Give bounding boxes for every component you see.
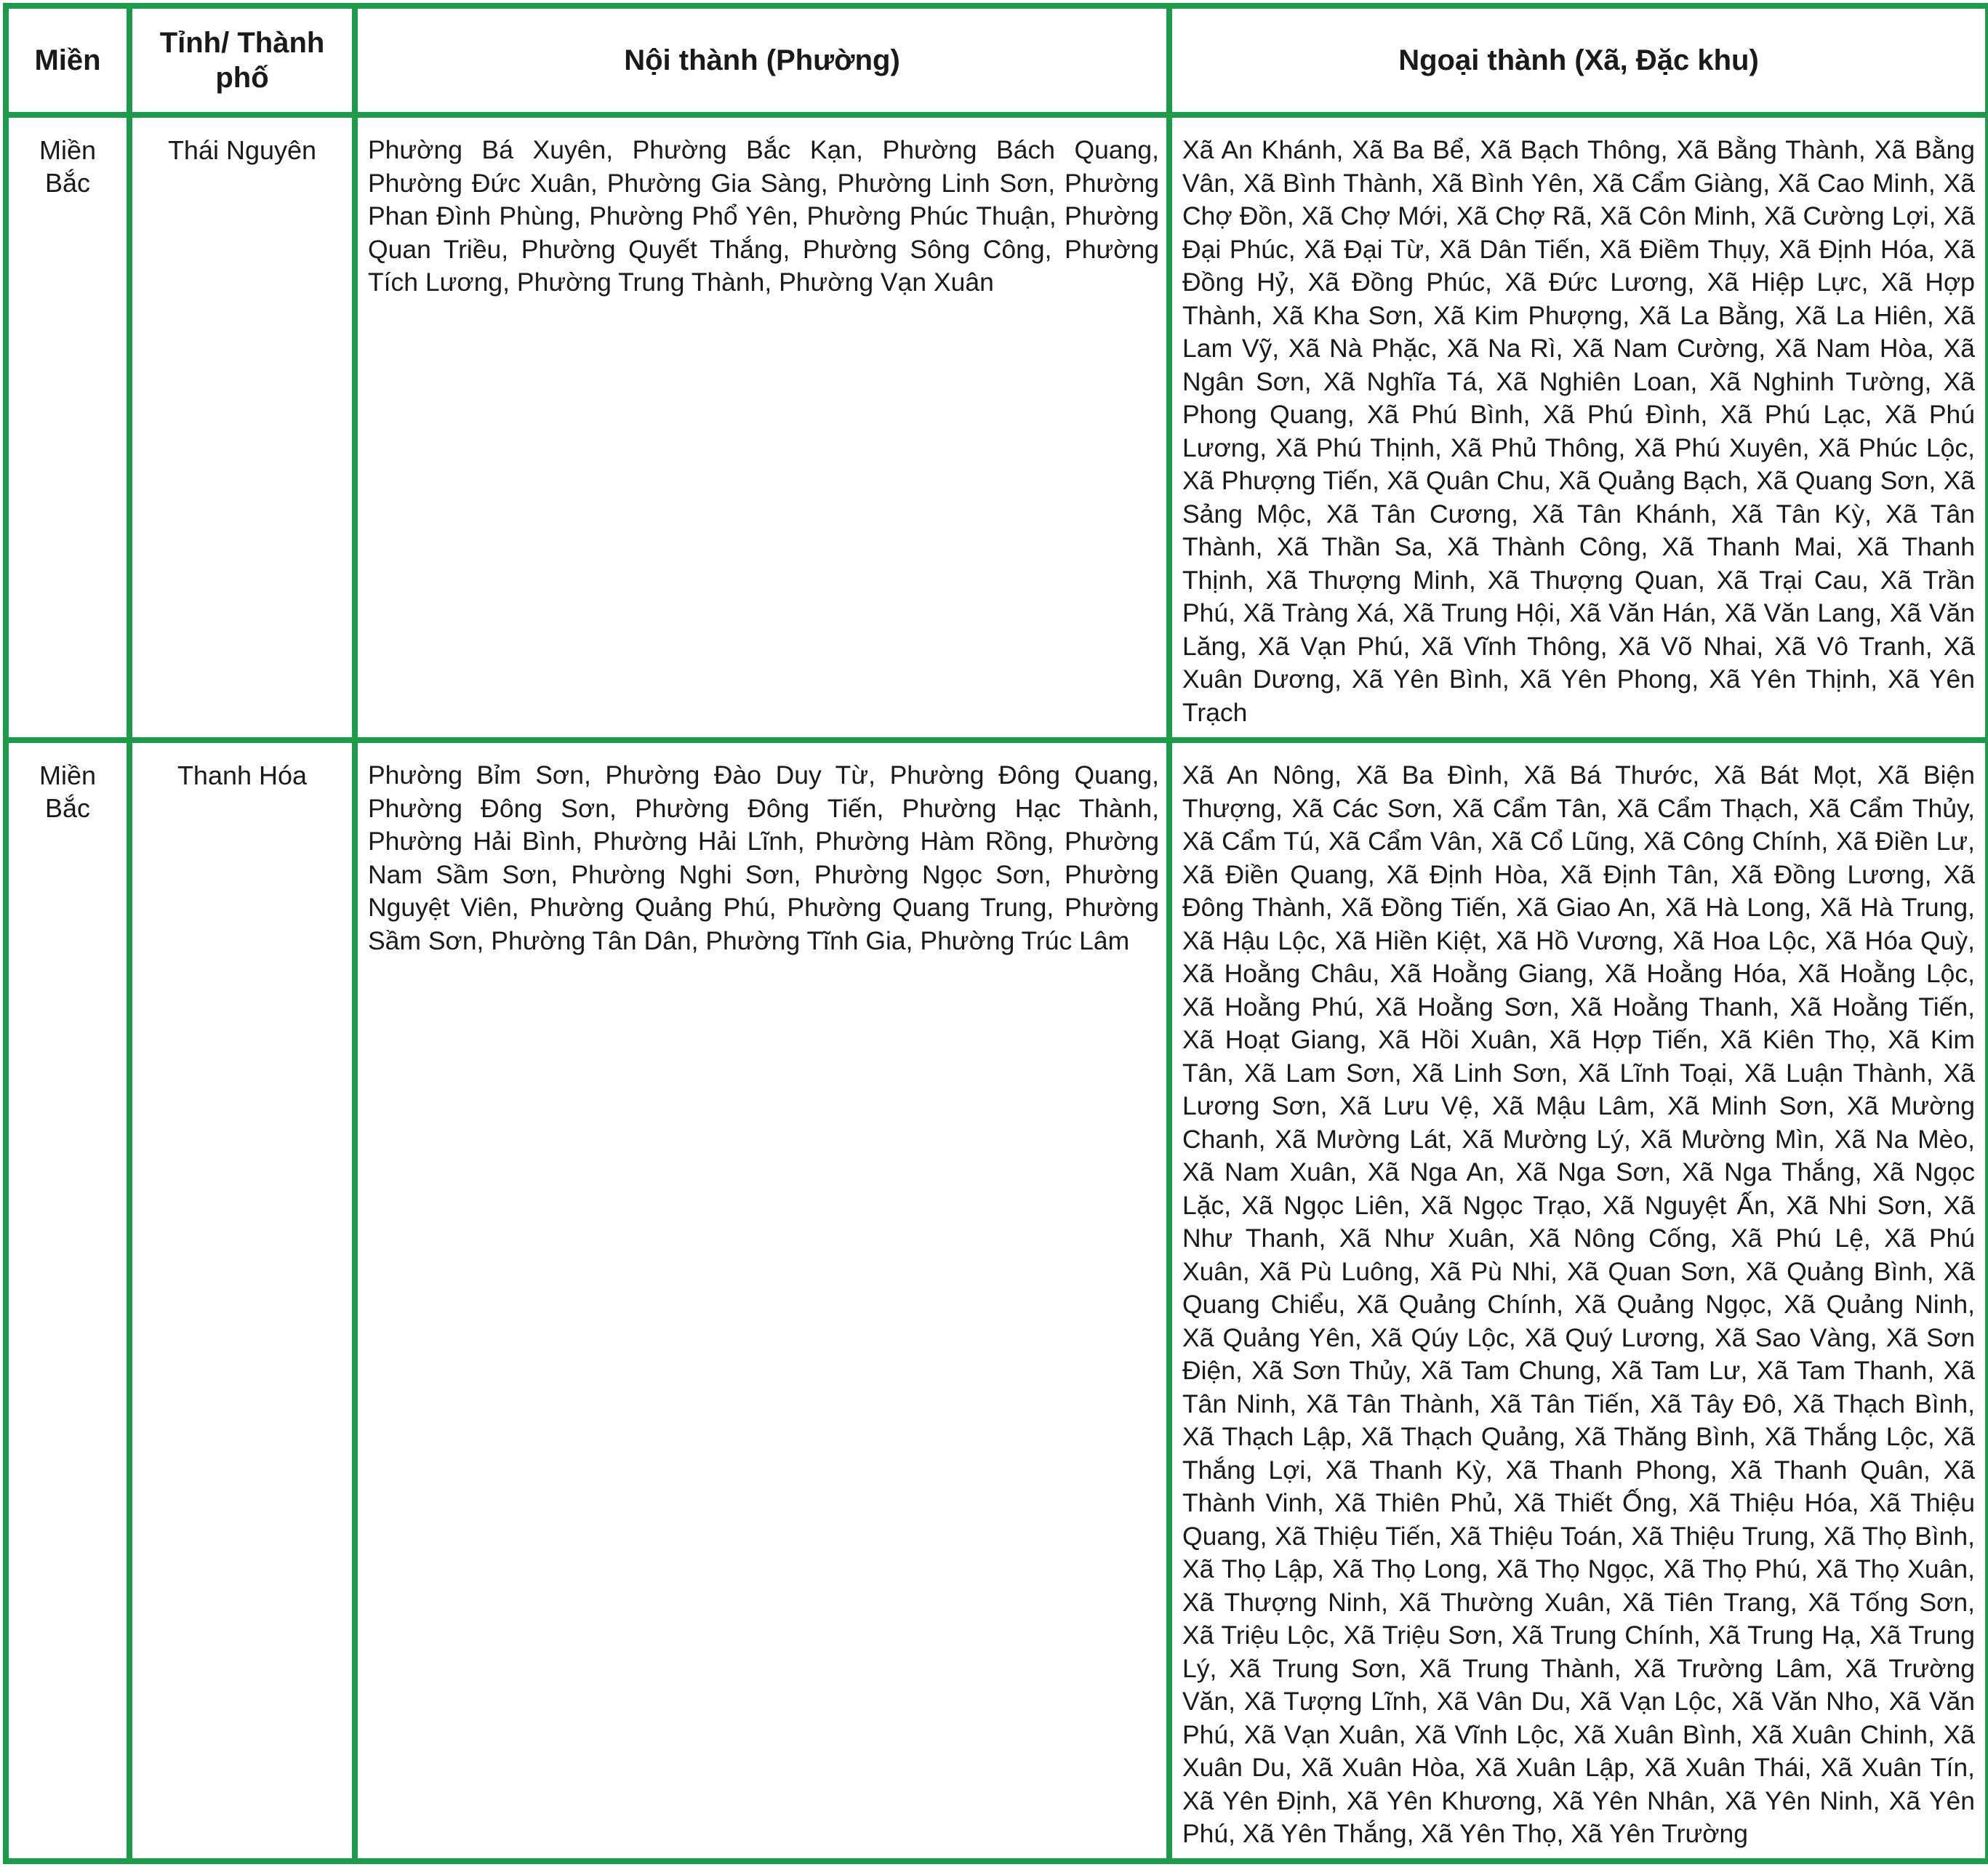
- cell-mien: Miền Bắc: [6, 115, 129, 740]
- cell-tinh: Thanh Hóa: [129, 740, 355, 1861]
- cell-mien: Miền Bắc: [6, 740, 129, 1861]
- header-tinh-label: Tỉnh/ Thành phố: [159, 27, 325, 94]
- cell-noi-thanh: Phường Bá Xuyên, Phường Bắc Kạn, Phường Bách Quang, Phường Đức Xuân, Phường Gia Sàng, Phường Linh Sơn, Phường Phan Đình Phùng, Phường Phổ Yên, Phường Phúc Thuận, Phường Quan Triều, Phường Quyết Thắng, Phường Sông Công, Phường Tích Lương, Phường Trung Thành, Phường Vạn Xuân: [355, 115, 1169, 740]
- header-tinh: [129, 6, 355, 115]
- cell-ngoai-thanh: Xã An Nông, Xã Ba Đình, Xã Bá Thước, Xã Bát Mọt, Xã Biện Thượng, Xã Các Sơn, Xã Cẩm Tân, Xã Cẩm Thạch, Xã Cẩm Thủy, Xã Cẩm Tú, Xã Cẩm Vân, Xã Cổ Lũng, Xã Công Chính, Xã Điền Lư, Xã Điền Quang, Xã Định Hòa, Xã Định Tân, Xã Đồng Lương, Xã Đông Thành, Xã Đồng Tiến, Xã Giao An, Xã Hà Long, Xã Hà Trung, Xã Hậu Lộc, Xã Hiền Kiệt, Xã Hồ Vương, Xã Hoa Lộc, Xã Hóa Quỳ, Xã Hoằng Châu, Xã Hoằng Giang, Xã Hoằng Hóa, Xã Hoằng Lộc, Xã Hoằng Phú, Xã Hoằng Sơn, Xã Hoằng Thanh, Xã Hoằng Tiến, Xã Hoạt Giang, Xã Hồi Xuân, Xã Hợp Tiến, Xã Kiên Thọ, Xã Kim Tân, Xã Lam Sơn, Xã Linh Sơn, Xã Lĩnh Toại, Xã Luận Thành, Xã Lương Sơn, Xã Lưu Vệ, Xã Mậu Lâm, Xã Minh Sơn, Xã Mường Chanh, Xã Mường Lát, Xã Mường Lý, Xã Mường Mìn, Xã Na Mèo, Xã Nam Xuân, Xã Nga An, Xã Nga Sơn, Xã Nga Thắng, Xã Ngọc Lặc, Xã Ngọc Liên, Xã Ngọc Trạo, Xã Nguyệt Ấn, Xã Nhi Sơn, Xã Như Thanh, Xã Như Xuân, Xã Nông Cống, Xã Phú Lệ, Xã Phú Xuân, Xã Pù Luông, Xã Pù Nhi, Xã Quan Sơn, Xã Quảng Bình, Xã Quang Chiểu, Xã Quảng Chính, Xã Quảng Ngọc, Xã Quảng Ninh, Xã Quảng Yên, Xã Qúy Lộc, Xã Quý Lương, Xã Sao Vàng, Xã Sơn Điện, Xã Sơn Thủy, Xã Tam Chung, Xã Tam Lư, Xã Tam Thanh, Xã Tân Ninh, Xã Tân Thành, Xã Tân Tiến, Xã Tây Đô, Xã Thạch Bình, Xã Thạch Lập, Xã Thạch Quảng, Xã Thăng Bình, Xã Thắng Lộc, Xã Thắng Lợi, Xã Thanh Kỳ, Xã Thanh Phong, Xã Thanh Quân, Xã Thành Vinh, Xã Thiên Phủ, Xã Thiết Ống, Xã Thiệu Hóa, Xã Thiệu Quang, Xã Thiệu Tiến, Xã Thiệu Toán, Xã Thiệu Trung, Xã Thọ Bình, Xã Thọ Lập, Xã Thọ Long, Xã Thọ Ngọc, Xã Thọ Phú, Xã Thọ Xuân, Xã Thượng Ninh, Xã Thường Xuân, Xã Tiên Trang, Xã Tống Sơn, Xã Triệu Lộc, Xã Triệu Sơn, Xã Trung Chính, Xã Trung Hạ, Xã Trung Lý, Xã Trung Sơn, Xã Trung Thành, Xã Trường Lâm, Xã Trường Văn, Xã Tượng Lĩnh, Xã Vân Du, Xã Vạn Lộc, Xã Văn Nho, Xã Văn Phú, Xã Vạn Xuân, Xã Vĩnh Lộc, Xã Xuân Bình, Xã Xuân Chinh, Xã Xuân Du, Xã Xuân Hòa, Xã Xuân Lập, Xã Xuân Thái, Xã Xuân Tín, Xã Yên Định, Xã Yên Khương, Xã Yên Nhân, Xã Yên Ninh, Xã Yên Phú, Xã Yên Thắng, Xã Yên Thọ, Xã Yên Trường: [1169, 740, 1988, 1861]
- cell-tinh: Thái Nguyên: [129, 115, 355, 740]
- cell-noi-thanh: Phường Bỉm Sơn, Phường Đào Duy Từ, Phường Đông Quang, Phường Đông Sơn, Phường Đông Tiến, Phường Hạc Thành, Phường Hải Bình, Phường Hải Lĩnh, Phường Hàm Rồng, Phường Nam Sầm Sơn, Phường Nghi Sơn, Phường Ngọc Sơn, Phường Nguyệt Viên, Phường Quảng Phú, Phường Quang Trung, Phường Sầm Sơn, Phường Tân Dân, Phường Tĩnh Gia, Phường Trúc Lâm: [355, 740, 1169, 1861]
- cell-ngoai-thanh: Xã An Khánh, Xã Ba Bể, Xã Bạch Thông, Xã Bằng Thành, Xã Bằng Vân, Xã Bình Thành, Xã Bình Yên, Xã Cẩm Giàng, Xã Cao Minh, Xã Chợ Đồn, Xã Chợ Mới, Xã Chợ Rã, Xã Côn Minh, Xã Cường Lợi, Xã Đại Phúc, Xã Đại Từ, Xã Dân Tiến, Xã Điềm Thụy, Xã Định Hóa, Xã Đồng Hỷ, Xã Đồng Phúc, Xã Đức Lương, Xã Hiệp Lực, Xã Hợp Thành, Xã Kha Sơn, Xã Kim Phượng, Xã La Bằng, Xã La Hiên, Xã Lam Vỹ, Xã Nà Phặc, Xã Na Rì, Xã Nam Cường, Xã Nam Hòa, Xã Ngân Sơn, Xã Nghĩa Tá, Xã Nghiên Loan, Xã Nghinh Tường, Xã Phong Quang, Xã Phú Bình, Xã Phú Đình, Xã Phú Lạc, Xã Phú Lương, Xã Phú Thịnh, Xã Phủ Thông, Xã Phú Xuyên, Xã Phúc Lộc, Xã Phượng Tiến, Xã Quân Chu, Xã Quảng Bạch, Xã Quang Sơn, Xã Sảng Mộc, Xã Tân Cương, Xã Tân Khánh, Xã Tân Kỳ, Xã Tân Thành, Xã Thần Sa, Xã Thành Công, Xã Thanh Mai, Xã Thanh Thịnh, Xã Thượng Minh, Xã Thượng Quan, Xã Trại Cau, Xã Trần Phú, Xã Tràng Xá, Xã Trung Hội, Xã Văn Hán, Xã Văn Lang, Xã Văn Lăng, Xã Vạn Phú, Xã Vĩnh Thông, Xã Võ Nhai, Xã Vô Tranh, Xã Xuân Dương, Xã Yên Bình, Xã Yên Phong, Xã Yên Thịnh, Xã Yên Trạch: [1169, 115, 1988, 740]
- table-row: [6, 115, 1988, 740]
- header-row: [6, 6, 1988, 115]
- region-table: [3, 3, 1988, 1864]
- header-noi-thanh: Nội thành (Phường): [355, 6, 1169, 115]
- header-mien: Miền: [6, 6, 129, 115]
- header-ngoai-thanh: Ngoại thành (Xã, Đặc khu): [1169, 6, 1988, 115]
- table-row: [6, 740, 1988, 1861]
